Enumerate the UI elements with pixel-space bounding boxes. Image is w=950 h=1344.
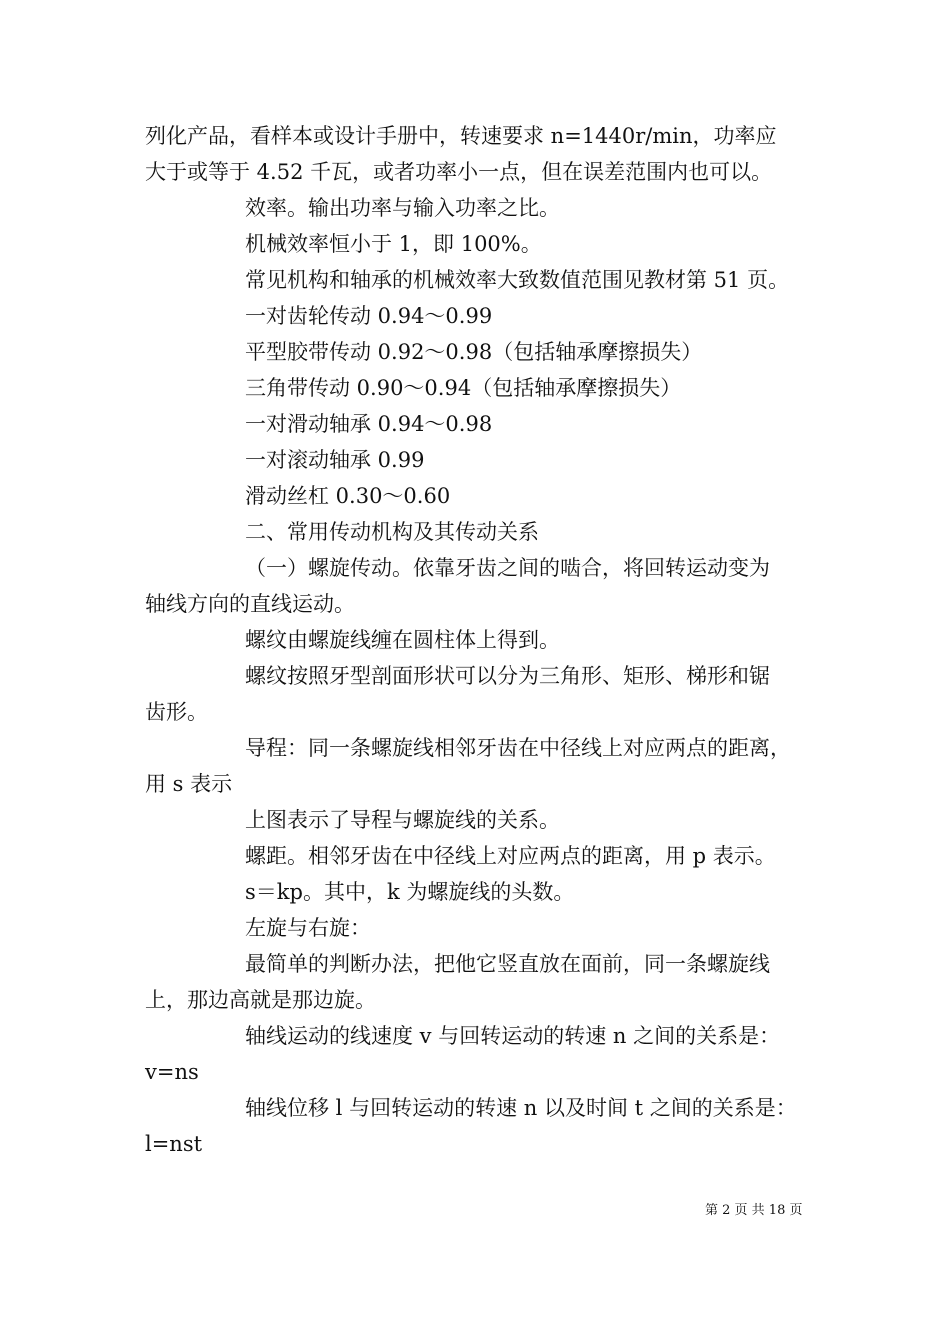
- text-line: 轴线方向的直线运动。: [145, 592, 355, 616]
- text-line: 机械效率恒小于 1，即 100%。: [245, 232, 542, 256]
- text-line: 用 s 表示: [145, 772, 233, 796]
- text-line: 螺距。相邻牙齿在中径线上对应两点的距离，用 p 表示。: [245, 844, 776, 868]
- text-line: 轴线运动的线速度 v 与回转运动的转速 n 之间的关系是：: [245, 1024, 781, 1048]
- formula-line: v=ns: [145, 1060, 199, 1084]
- text-line: s＝kp。其中，k 为螺旋线的头数。: [245, 880, 575, 904]
- text-line: （一）螺旋传动。依靠牙齿之间的啮合，将回转运动变为: [245, 556, 770, 580]
- text-line: 一对滑动轴承 0.94～0.98: [245, 412, 493, 436]
- text-line: 平型胶带传动 0.92～0.98（包括轴承摩擦损失）: [245, 340, 703, 364]
- text-line: 螺纹按照牙型剖面形状可以分为三角形、矩形、梯形和锯: [245, 664, 770, 688]
- text-line: 大于或等于 4.52 千瓦，或者功率小一点，但在误差范围内也可以。: [145, 160, 773, 184]
- text-line: 轴线位移 l 与回转运动的转速 n 以及时间 t 之间的关系是：: [245, 1096, 797, 1120]
- text-line: 三角带传动 0.90～0.94（包括轴承摩擦损失）: [245, 376, 682, 400]
- text-line: 效率。输出功率与输入功率之比。: [245, 196, 560, 220]
- text-line: 一对齿轮传动 0.94～0.99: [245, 304, 493, 328]
- text-line: 一对滚动轴承 0.99: [245, 448, 425, 472]
- text-line: 常见机构和轴承的机械效率大致数值范围见教材第 51 页。: [245, 268, 790, 292]
- text-line: 上，那边高就是那边旋。: [145, 988, 376, 1012]
- text-line: 上图表示了导程与螺旋线的关系。: [245, 808, 560, 832]
- section-heading: 二、常用传动机构及其传动关系: [245, 520, 539, 544]
- text-line: 螺纹由螺旋线缠在圆柱体上得到。: [245, 628, 560, 652]
- text-line: 最简单的判断办法，把他它竖直放在面前，同一条螺旋线: [245, 952, 770, 976]
- text-line: 滑动丝杠 0.30～0.60: [245, 484, 451, 508]
- text-line: 导程：同一条螺旋线相邻牙齿在中径线上对应两点的距离，: [245, 736, 791, 760]
- text-line: 左旋与右旋：: [245, 916, 371, 940]
- text-line: 齿形。: [145, 700, 208, 724]
- formula-line: l=nst: [145, 1132, 203, 1156]
- text-line: 列化产品，看样本或设计手册中，转速要求 n=1440r/min，功率应: [145, 124, 777, 148]
- page-footer: 第 2 页 共 18 页: [705, 1203, 803, 1218]
